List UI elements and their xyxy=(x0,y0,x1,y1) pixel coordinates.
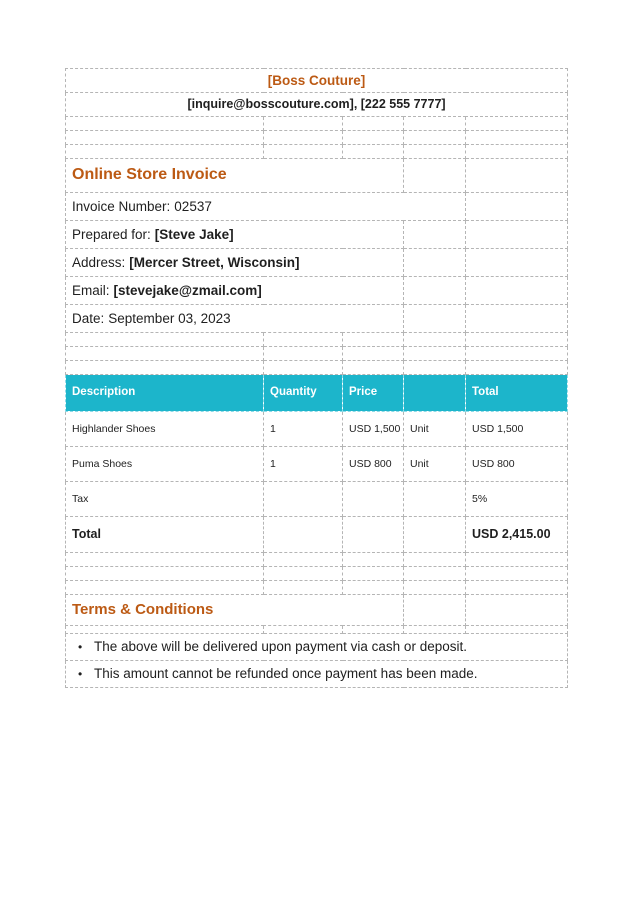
terms-section-title: Terms & Conditions xyxy=(72,601,214,619)
terms-bullet-text: The above will be delivered upon payment via cash or deposit. xyxy=(94,639,467,655)
email-row xyxy=(66,277,568,305)
grid-cell xyxy=(404,517,466,553)
grid-cell xyxy=(466,117,568,131)
grid-cell xyxy=(343,567,404,581)
empty-grid-row xyxy=(66,347,568,361)
grid-cell xyxy=(404,581,466,595)
item-row xyxy=(66,447,568,482)
item-description: Highlander Shoes xyxy=(66,412,264,447)
grid-cell xyxy=(404,305,466,333)
company-row xyxy=(66,69,568,93)
bullet-icon: • xyxy=(78,667,83,682)
empty-grid-row xyxy=(66,581,568,595)
grid-cell xyxy=(66,626,264,634)
grid-cell xyxy=(343,333,404,347)
grid-cell xyxy=(466,581,568,595)
terms-bullet-row xyxy=(66,661,568,688)
total-label: Total xyxy=(66,517,264,553)
email-cell xyxy=(66,277,404,305)
items-header-blank xyxy=(404,375,466,412)
grid-cell xyxy=(404,347,466,361)
item-unit: Unit xyxy=(404,447,466,482)
grid-cell xyxy=(466,567,568,581)
empty-grid-row xyxy=(66,145,568,159)
grid-cell xyxy=(404,131,466,145)
grid-cell xyxy=(466,249,568,277)
empty-grid-row xyxy=(66,333,568,347)
grid-cell xyxy=(66,553,264,567)
grid-cell xyxy=(264,131,343,145)
grid-cell xyxy=(404,145,466,159)
total-row xyxy=(66,517,568,553)
bullet-icon: • xyxy=(78,640,83,655)
grid-cell xyxy=(404,159,466,193)
date-row xyxy=(66,305,568,333)
empty-grid-row xyxy=(66,553,568,567)
grid-cell xyxy=(343,361,404,375)
company-contact: [inquire@bosscouture.com], [222 555 7777] xyxy=(187,97,446,112)
terms-bullet-text: This amount cannot be refunded once payment has been made. xyxy=(94,666,478,682)
grid-cell xyxy=(343,553,404,567)
address-value: [Mercer Street, Wisconsin] xyxy=(129,254,300,270)
items-header-total: Total xyxy=(466,375,568,412)
grid-cell xyxy=(466,193,568,221)
tax-label: Tax xyxy=(66,482,264,517)
terms-heading-cell xyxy=(66,595,404,626)
grid-cell xyxy=(466,145,568,159)
item-price: USD 1,500 xyxy=(343,412,404,447)
invoice-heading-cell xyxy=(66,159,404,193)
grid-cell xyxy=(343,482,404,517)
grid-cell xyxy=(343,117,404,131)
date-cell xyxy=(66,305,404,333)
terms-bullet-row xyxy=(66,634,568,661)
tax-row xyxy=(66,482,568,517)
grid-cell xyxy=(466,305,568,333)
grid-cell xyxy=(466,333,568,347)
grid-cell xyxy=(66,145,264,159)
grid-cell xyxy=(343,131,404,145)
grid-cell xyxy=(466,159,568,193)
items-header-description: Description xyxy=(66,375,264,412)
item-description: Puma Shoes xyxy=(66,447,264,482)
items-header-price: Price xyxy=(343,375,404,412)
grid-cell xyxy=(66,567,264,581)
grid-cell xyxy=(466,347,568,361)
grid-cell xyxy=(404,117,466,131)
grid-cell xyxy=(404,221,466,249)
grid-cell xyxy=(264,581,343,595)
invoice-number-row xyxy=(66,193,568,221)
company-name-cell xyxy=(66,69,568,93)
grid-cell xyxy=(343,347,404,361)
items-header-row xyxy=(66,375,568,412)
grid-cell xyxy=(264,117,343,131)
grid-cell xyxy=(404,595,466,626)
email-label: Email: xyxy=(72,282,110,298)
items-header-quantity: Quantity xyxy=(264,375,343,412)
invoice-table xyxy=(65,68,568,688)
empty-grid-row xyxy=(66,626,568,634)
grid-cell xyxy=(66,361,264,375)
grid-cell xyxy=(343,145,404,159)
company-contact-cell xyxy=(66,93,568,117)
address-row xyxy=(66,249,568,277)
invoice-number-value: 02537 xyxy=(174,198,212,214)
grid-cell xyxy=(66,333,264,347)
grid-cell xyxy=(343,626,404,634)
grid-cell xyxy=(404,249,466,277)
invoice-section-title: Online Store Invoice xyxy=(72,166,227,184)
grid-cell xyxy=(466,595,568,626)
grid-cell xyxy=(404,482,466,517)
invoice-number-cell xyxy=(66,193,466,221)
grid-cell xyxy=(66,131,264,145)
grid-cell xyxy=(404,333,466,347)
prepared-for-cell xyxy=(66,221,404,249)
total-value: USD 2,415.00 xyxy=(466,517,568,553)
grid-cell xyxy=(264,567,343,581)
terms-bullet-cell xyxy=(66,634,568,661)
grid-cell xyxy=(66,117,264,131)
grid-cell xyxy=(264,361,343,375)
grid-cell xyxy=(264,626,343,634)
invoice-number-label: Invoice Number: xyxy=(72,198,171,214)
grid-cell xyxy=(343,581,404,595)
grid-cell xyxy=(264,145,343,159)
grid-cell xyxy=(264,347,343,361)
prepared-for-label: Prepared for: xyxy=(72,226,151,242)
address-label: Address: xyxy=(72,254,126,270)
empty-grid-row xyxy=(66,567,568,581)
grid-cell xyxy=(466,626,568,634)
terms-heading-row xyxy=(66,595,568,626)
grid-cell xyxy=(343,517,404,553)
terms-bullet-cell xyxy=(66,661,568,688)
email-value: [stevejake@zmail.com] xyxy=(113,282,262,298)
grid-cell xyxy=(466,361,568,375)
date-value: September 03, 2023 xyxy=(108,310,231,326)
grid-cell xyxy=(404,361,466,375)
grid-cell xyxy=(66,581,264,595)
contact-row xyxy=(66,93,568,117)
tax-value: 5% xyxy=(466,482,568,517)
item-quantity: 1 xyxy=(264,447,343,482)
grid-cell xyxy=(264,517,343,553)
item-quantity: 1 xyxy=(264,412,343,447)
prepared-for-row xyxy=(66,221,568,249)
grid-cell xyxy=(404,277,466,305)
grid-cell xyxy=(264,482,343,517)
grid-cell xyxy=(466,277,568,305)
grid-cell xyxy=(404,567,466,581)
grid-cell xyxy=(264,553,343,567)
item-unit: Unit xyxy=(404,412,466,447)
item-price: USD 800 xyxy=(343,447,404,482)
item-total: USD 1,500 xyxy=(466,412,568,447)
empty-grid-row xyxy=(66,131,568,145)
grid-cell xyxy=(264,333,343,347)
grid-cell xyxy=(404,626,466,634)
item-total: USD 800 xyxy=(466,447,568,482)
grid-cell xyxy=(66,347,264,361)
grid-cell xyxy=(404,553,466,567)
item-row xyxy=(66,412,568,447)
address-cell xyxy=(66,249,404,277)
date-label: Date: xyxy=(72,310,105,326)
grid-cell xyxy=(466,553,568,567)
empty-grid-row xyxy=(66,361,568,375)
grid-cell xyxy=(466,131,568,145)
empty-grid-row xyxy=(66,117,568,131)
prepared-for-value: [Steve Jake] xyxy=(154,226,234,242)
invoice-heading-row xyxy=(66,159,568,193)
grid-cell xyxy=(466,221,568,249)
company-name: [Boss Couture] xyxy=(267,72,366,88)
